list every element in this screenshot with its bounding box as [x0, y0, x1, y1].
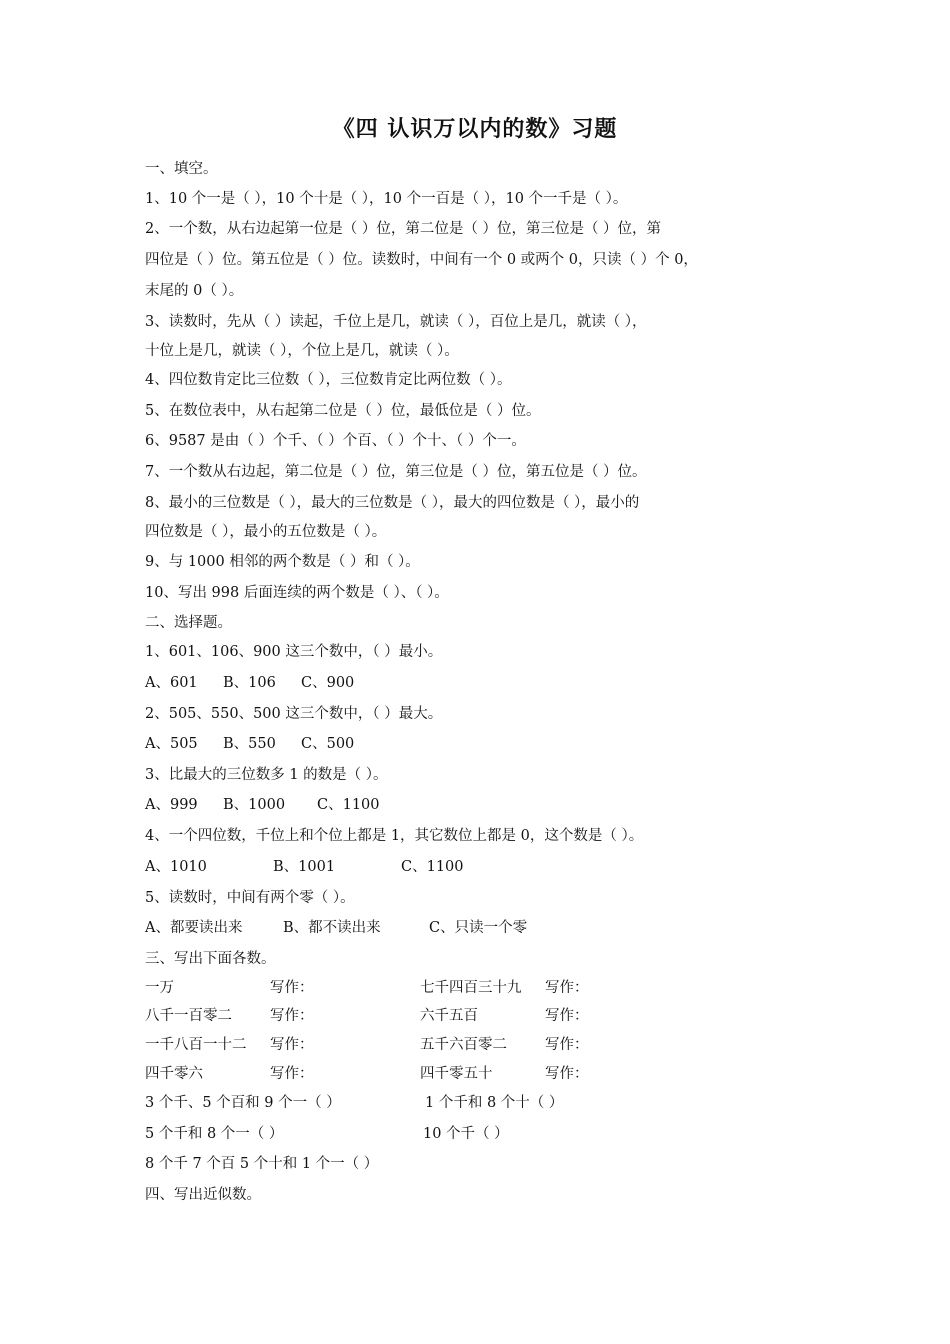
write-label: 写作：: [545, 980, 589, 996]
write-label: 写作：: [545, 1037, 589, 1053]
section-heading-write-numbers: 三、写出下面各数。: [145, 951, 276, 967]
compose-item: 3 个千、5 个百和 9 个一（ ）: [145, 1095, 341, 1111]
compose-item: 10 个千（ ）: [423, 1126, 509, 1142]
option-b: B、都不读出来: [283, 920, 381, 936]
question-line: 四位是（ ）位。第五位是（ ）位。读数时，中间有一个 0 或两个 0，只读（ ）个 0，: [145, 252, 698, 268]
choice-question: 4、一个四位数，千位上和个位上都是 1，其它数位上都是 0，这个数是（ ）。: [145, 828, 644, 844]
choice-question: 1、601、106、900 这三个数中，（ ）最小。: [145, 644, 443, 660]
write-label: 写作：: [270, 1037, 314, 1053]
write-label: 写作：: [545, 1066, 589, 1082]
option-c: C、900: [301, 675, 355, 691]
option-b: B、1001: [273, 859, 336, 875]
question-line: 9、与 1000 相邻的两个数是（ ）和（ ）。: [145, 554, 420, 570]
number-words: 四千零五十: [420, 1066, 493, 1082]
section-heading-multiple-choice: 二、选择题。: [145, 615, 232, 631]
question-line: 6、9587 是由（ ）个千、（ ）个百、（ ）个十、（ ）个一。: [145, 433, 526, 449]
number-words: 一万: [145, 980, 174, 996]
number-words: 六千五百: [420, 1008, 478, 1024]
option-c: C、只读一个零: [429, 920, 528, 936]
option-a: A、601: [145, 675, 198, 691]
compose-item: 5 个千和 8 个一（ ）: [145, 1126, 284, 1142]
choice-question: 2、505、550、500 这三个数中，（ ）最大。: [145, 706, 443, 722]
section-heading-approximate: 四、写出近似数。: [145, 1187, 261, 1203]
option-c: C、1100: [401, 859, 464, 875]
compose-item: 8 个千 7 个百 5 个十和 1 个一（ ）: [145, 1156, 379, 1172]
question-line: 7、一个数从右边起，第二位是（ ）位，第三位是（ ）位，第五位是（ ）位。: [145, 464, 647, 480]
write-label: 写作：: [270, 1008, 314, 1024]
question-line: 10、写出 998 后面连续的两个数是（ ）、（ ）。: [145, 585, 449, 601]
question-line: 8、最小的三位数是（ ），最大的三位数是（ ），最大的四位数是（ ），最小的: [145, 495, 640, 511]
number-words: 八千一百零二: [145, 1008, 232, 1024]
number-words: 一千八百一十二: [145, 1037, 247, 1053]
compose-item: 1 个千和 8 个十（ ）: [425, 1095, 564, 1111]
question-line: 1、10 个一是（ ），10 个十是（ ），10 个一百是（ ），10 个一千是（ ）。: [145, 191, 628, 207]
question-line: 5、在数位表中，从右起第二位是（ ）位，最低位是（ ）位。: [145, 403, 541, 419]
choice-question: 5、读数时，中间有两个零（ ）。: [145, 890, 355, 906]
number-words: 五千六百零二: [420, 1037, 507, 1053]
option-b: B、106: [223, 675, 276, 691]
question-line: 2、一个数，从右边起第一位是（ ）位，第二位是（ ）位，第三位是（ ）位，第: [145, 221, 662, 237]
page-title: 《四 认识万以内的数》习题: [332, 116, 618, 142]
question-line: 4、四位数肯定比三位数（ ），三位数肯定比两位数（ ）。: [145, 372, 512, 388]
question-line: 四位数是（ ），最小的五位数是（ ）。: [145, 524, 387, 540]
option-a: A、都要读出来: [145, 920, 243, 936]
option-c: C、1100: [317, 797, 380, 813]
option-a: A、1010: [145, 859, 207, 875]
section-heading-fill-blank: 一、填空。: [145, 161, 218, 177]
choice-question: 3、比最大的三位数多 1 的数是（ ）。: [145, 767, 388, 783]
number-words: 四千零六: [145, 1066, 203, 1082]
write-label: 写作：: [270, 1066, 314, 1082]
option-b: B、1000: [223, 797, 286, 813]
question-line: 末尾的 0（ ）。: [145, 283, 244, 299]
option-a: A、999: [145, 797, 198, 813]
option-a: A、505: [145, 736, 198, 752]
question-line: 十位上是几，就读（ ），个位上是几，就读（ ）。: [145, 343, 459, 359]
option-c: C、500: [301, 736, 355, 752]
number-words: 七千四百三十九: [420, 980, 522, 996]
write-label: 写作：: [545, 1008, 589, 1024]
write-label: 写作：: [270, 980, 314, 996]
question-line: 3、读数时，先从（ ）读起，千位上是几，就读（ ），百位上是几，就读（ ），: [145, 314, 647, 330]
option-b: B、550: [223, 736, 276, 752]
